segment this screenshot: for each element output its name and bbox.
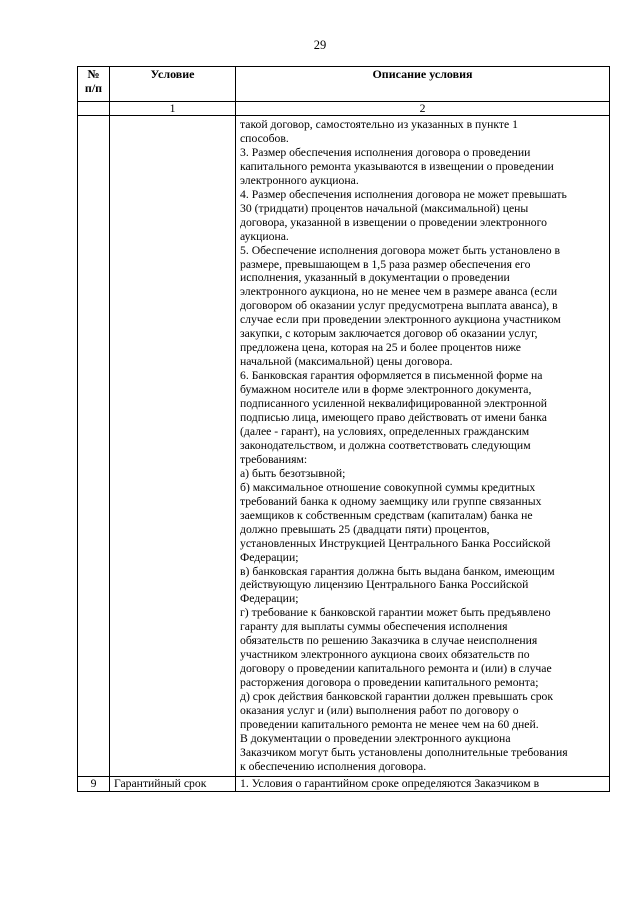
description-line: действующую лицензию Центрального Банка Российской	[240, 578, 529, 592]
description-line: Федерации;	[240, 550, 299, 564]
description-line: а) быть безотзывной;	[240, 466, 346, 480]
column-index-1: 1	[110, 102, 236, 116]
description-line: бумажном носителе или в форме электронного документа,	[240, 383, 532, 397]
row-9-description-text: 1. Условия о гарантийном сроке определяются Заказчиком в	[240, 776, 540, 790]
column-index-2: 2	[236, 102, 610, 116]
page-number: 29	[313, 38, 327, 52]
description-line: способов.	[240, 131, 289, 145]
description-line: 4. Размер обеспечения исполнения договора не может превышать	[240, 187, 567, 201]
description-line: предложена цена, которая на 25 и более процентов ниже	[240, 341, 521, 355]
description-line: начальной (максимальной) цены договора.	[240, 355, 453, 369]
description-line: закупки, с которым заключается договор об оказании услуг,	[240, 327, 538, 341]
description-line: 30 (тридцати) процентов начальной (максимальной) цены	[240, 201, 529, 215]
table-header-row	[78, 67, 610, 102]
row-9-number: 9	[78, 776, 110, 791]
description-line: электронного аукциона.	[240, 173, 359, 187]
description-line: подписью лица, имеющего право действовать от имени банка	[240, 411, 547, 425]
description-line: Федерации;	[240, 592, 299, 606]
description-line: договору о проведении капитального ремонта и (или) в случае	[240, 662, 552, 676]
table-row-9	[78, 776, 610, 791]
description-line: договором об оказании услуг предусмотрена выплата аванса), в	[240, 299, 558, 313]
row-9-condition-text: Гарантийный срок	[114, 776, 207, 790]
description-line: д) срок действия банковской гарантии должен превышать срок	[240, 690, 554, 704]
description-line: оказания услуг и (или) выполнения работ по договору о	[240, 704, 519, 718]
description-line: участником электронного аукциона своих обязательств по	[240, 648, 530, 662]
description-line: должно превышать 25 (двадцати пяти) процентов,	[240, 522, 490, 536]
row-9-description	[236, 776, 610, 791]
description-line: б) максимальное отношение совокупной суммы кредитных	[240, 480, 536, 494]
description-line: расторжения договора о проведении капитального ремонта;	[240, 676, 539, 690]
description-line: г) требование к банковской гарантии может быть предъявлено	[240, 606, 551, 620]
header-number	[78, 67, 110, 102]
description-line: законодательством, и должна соответствовать следующим	[240, 438, 531, 452]
description-line: аукциона.	[240, 229, 289, 243]
description-line: требований банка к одному заемщику или группе связанных	[240, 494, 542, 508]
description-text	[236, 116, 609, 776]
description-line: проведении капитального ремонта не менее чем на 60 дней.	[240, 717, 539, 731]
header-number-sign: №	[87, 67, 100, 81]
header-condition: Условие	[110, 67, 236, 102]
description-line: 5. Обеспечение исполнения договора может быть установлено в	[240, 243, 560, 257]
description-line: 3. Размер обеспечения исполнения договора о проведении	[240, 145, 531, 159]
description-line: Заказчиком могут быть установлены дополнительные требования	[240, 745, 568, 759]
description-line: требованиям:	[240, 452, 308, 466]
description-line: (далее - гарант), на условиях, определенных гражданским	[240, 424, 530, 438]
description-line: заемщиков к собственным средствам (капиталам) банка не	[240, 508, 533, 522]
continued-condition-cell	[110, 116, 236, 777]
column-index-row	[78, 102, 610, 116]
conditions-table	[77, 66, 610, 792]
description-line: случае если при проведении электронного аукциона участником	[240, 313, 561, 327]
header-number-abbrev: п/п	[84, 81, 103, 95]
description-line: договора, указанной в извещении о проведении электронного	[240, 215, 547, 229]
description-line: гаранту для выплаты суммы обеспечения исполнения	[240, 620, 508, 634]
description-line: подписанного усиленной неквалифицированной электронной	[240, 397, 548, 411]
description-line: такой договор, самостоятельно из указанных в пункте 1	[240, 118, 518, 131]
continued-number-cell	[78, 116, 110, 777]
header-description: Описание условия	[236, 67, 610, 102]
description-line: обязательств по решению Заказчика в случае неисполнения	[240, 634, 538, 648]
table-row-continued	[78, 116, 610, 777]
description-line: электронного аукциона, но не менее чем в размере аванса (если	[240, 285, 558, 299]
description-line: 6. Банковская гарантия оформляется в письменной форме на	[240, 369, 543, 383]
description-line: в) банковская гарантия должна быть выдана банком, имеющим	[240, 564, 555, 578]
row-9-condition	[110, 776, 236, 791]
column-index-empty	[78, 102, 110, 116]
description-line: к обеспечению исполнения договора.	[240, 759, 427, 773]
description-line: В документации о проведении электронного аукциона	[240, 731, 511, 745]
description-line: установленных Инструкцией Центрального Банка Российской	[240, 536, 551, 550]
continued-description-cell	[236, 116, 610, 777]
description-line: капитального ремонта указываются в извещении о проведении	[240, 159, 554, 173]
description-line: исполнения, указанный в документации о проведении	[240, 271, 510, 285]
description-line: размере, превышающем в 1,5 раза размер обеспечения его	[240, 257, 531, 271]
